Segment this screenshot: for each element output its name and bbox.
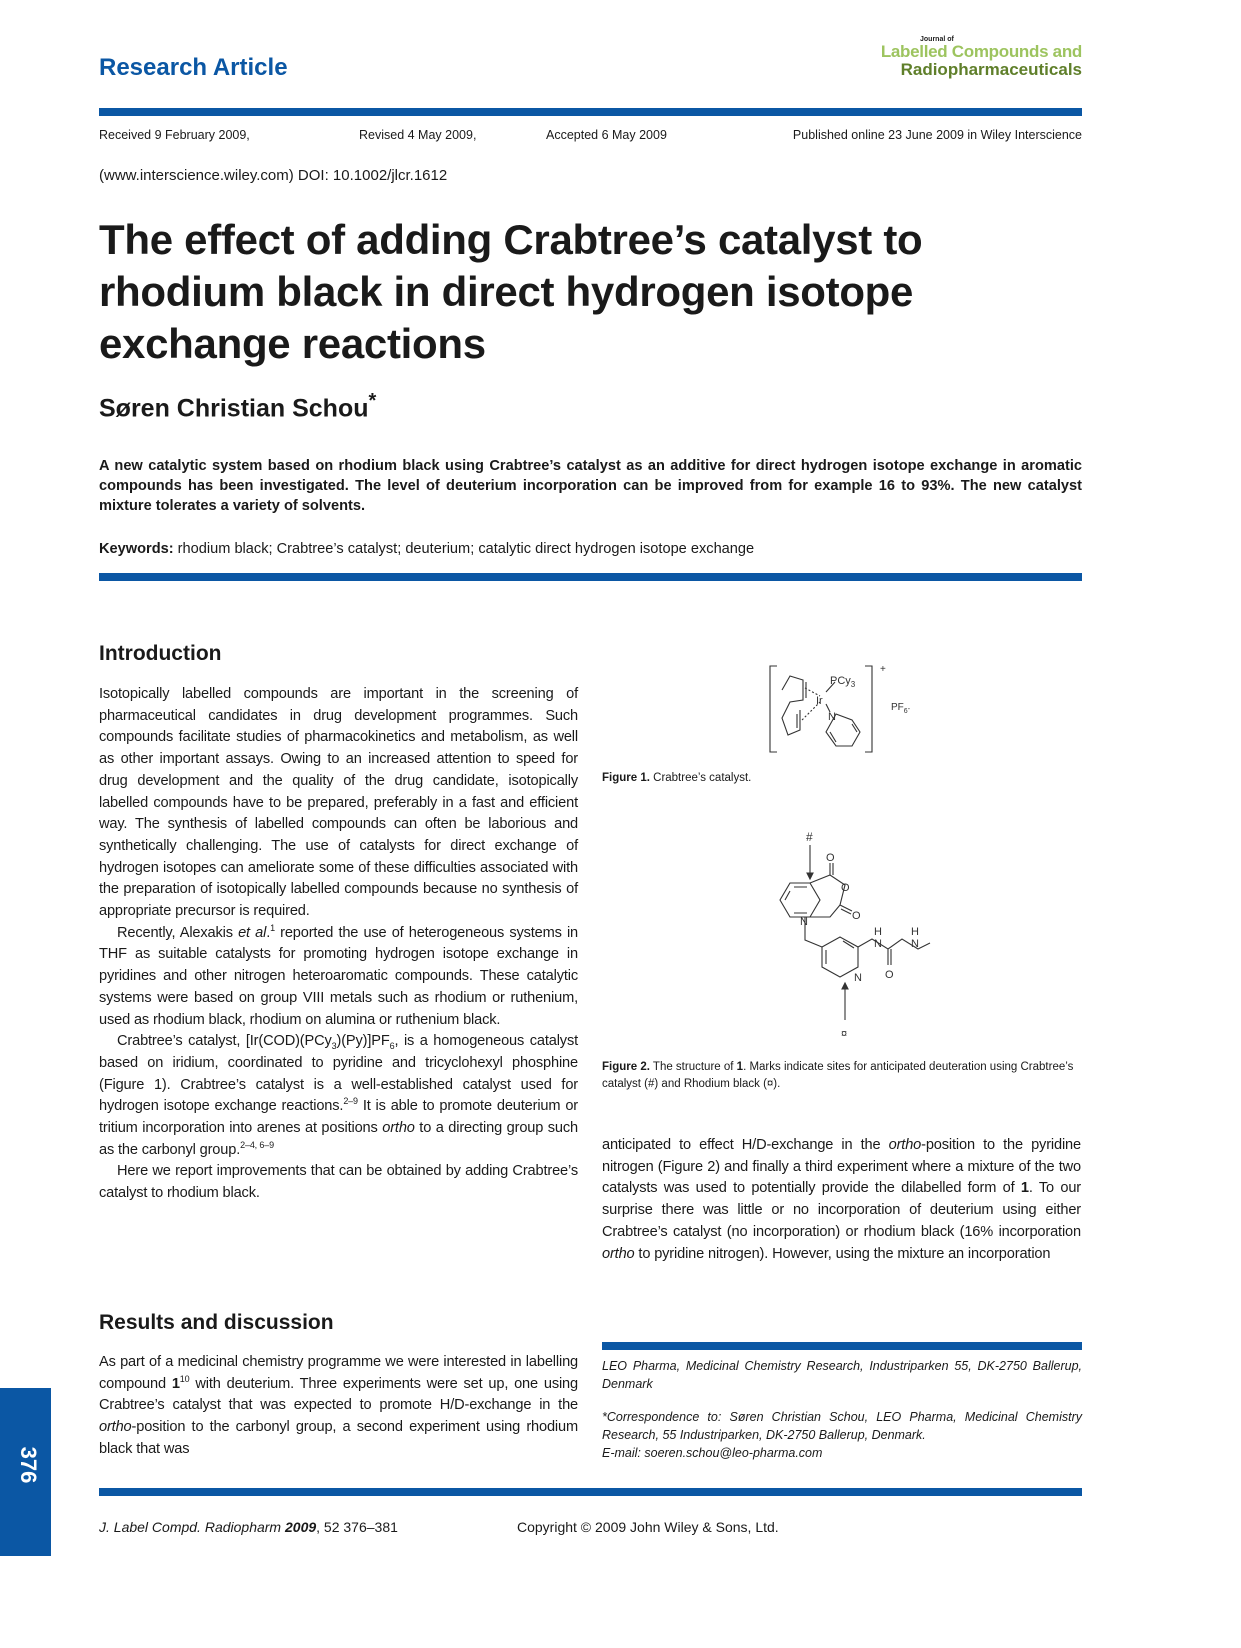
n-label-3: N (874, 938, 882, 950)
correspondence-text: *Correspondence to: Søren Christian Schou, LEO Pharma, Medicinal Chemistry Research, 55 Industriparken, DK-2750 Ballerup, Denmark. (602, 1410, 1082, 1442)
figure2-caption-label: Figure 2. (602, 1061, 650, 1073)
text-segment: with deuterium. Three experiments were set up, one using Crabtree’s catalyst that was expected to promote H/D-exchange in the (99, 1375, 578, 1414)
figure1-crabtree-structure (760, 660, 940, 760)
header-divider (99, 108, 1082, 116)
text-segment: anticipated to effect H/D-exchange in the (602, 1137, 889, 1153)
footer-divider (99, 1488, 1082, 1496)
figure1-caption (602, 770, 751, 787)
abstract-divider (99, 573, 1082, 581)
paragraph (99, 1031, 578, 1161)
page-number-tab (0, 1388, 51, 1556)
text-segment: Recently, Alexakis (117, 924, 239, 941)
reference-superscript[interactable]: 2–4, 6–9 (240, 1139, 274, 1150)
o-label-3: O (852, 910, 861, 922)
bracket-left (770, 666, 777, 752)
text-segment: Here we report improvements that can be obtained by adding Crabtree’s catalyst to rhodium black. (99, 1163, 578, 1202)
logo-prefix: Journal of (920, 36, 954, 43)
cod-ring (782, 676, 803, 735)
h-label-2: H (911, 926, 919, 938)
pf-sub: 6 (903, 708, 908, 715)
author-mark: * (368, 390, 377, 412)
paragraph (99, 684, 578, 923)
results-text (99, 1352, 578, 1461)
copyright: Copyright © 2009 John Wiley & Sons, Ltd. (517, 1519, 779, 1535)
text-segment: , is a homogeneous catalyst based on iridium, coordinated to pyridine and tricyclohexyl phosphine (Figure 1). Crabtree’s catalyst is a well-established catalyst used for hydrogen isotope exchange reactions. (99, 1033, 578, 1115)
mark-crabtree: # (806, 830, 813, 844)
charge-label: + (880, 664, 886, 675)
o-label-1: O (826, 852, 835, 864)
article-title: The effect of adding Crabtree’s catalyst to rhodium black in direct hydrogen isotope exchange reactions (99, 216, 923, 367)
keywords (99, 541, 754, 557)
text-segment: et al (238, 924, 267, 941)
pyridine-ring (822, 937, 858, 977)
text-segment: ortho (602, 1245, 635, 1262)
affiliation-address: LEO Pharma, Medicinal Chemistry Research, Industriparken 55, DK-2750 Ballerup, Denmark (602, 1359, 1082, 1391)
citation-pages: , 52 376–381 (316, 1519, 398, 1535)
n-label-4: N (911, 938, 919, 950)
figure1-caption-text: Crabtree’s catalyst. (649, 772, 752, 784)
text-segment: ortho (382, 1120, 415, 1137)
figure1-caption-label: Figure 1. (602, 772, 650, 784)
text-segment: Isotopically labelled compounds are important in the screening of pharmaceutical candidates in drug development programmes. Such compounds facilitate studies of pharmacokinetics and metabolism, as well as other important assays. Owing to an increased attention to speed for drug development and the quality of the drug candidate, isotopically labelled compounds have to be prepared, preferably in a fast and efficient way. The synthesis of labelled compounds can often be laborious and synthetically challenging. The use of catalysts for direct exchange of hydrogen isotopes can ameliorate some of these difficulties associated with the preparation of isotopically labelled compounds because no synthesis of appropriate precursor is required. (99, 686, 578, 920)
journal-citation (99, 1519, 398, 1535)
keywords-text: rhodium black; Crabtree’s catalyst; deuterium; catalytic direct hydrogen isotope exchange (173, 541, 755, 557)
citation-journal: J. Label Compd. Radiopharm (99, 1519, 285, 1535)
heading-results: Results and discussion (99, 1311, 334, 1334)
text-segment: As part of a medicinal chemistry programme we were interested in labelling compound (99, 1354, 578, 1392)
logo-line1: Labelled Compounds and (880, 42, 1082, 61)
correspondence-email[interactable]: E-mail: soeren.schou@leo-pharma.com (602, 1446, 823, 1460)
urea-chain (858, 939, 930, 965)
figure2-caption-compound: 1 (736, 1061, 744, 1073)
counterion-label (891, 702, 911, 715)
text-segment: ortho (888, 1137, 922, 1153)
pcy-label (830, 675, 856, 689)
reference-superscript[interactable]: 10 (179, 1373, 190, 1384)
figure2-caption (602, 1059, 1082, 1093)
received-date: Received 9 February 2009, (99, 128, 250, 142)
figure2-caption-text: The structure of (649, 1061, 737, 1073)
n-label-1: N (800, 916, 808, 928)
bracket-right (865, 666, 872, 752)
text-segment: )(Py)]PF (336, 1033, 390, 1050)
benzene-ring (780, 883, 820, 917)
text-segment: reported the use of heterogeneous systems in THF as suitable catalysts for promoting hydrogen isotope exchange in pyridines and other nitrogen heteroaromatic compounds. These catalytic systems were based on group VIII metals such as rhodium or ruthenium, used as rhodium black, rhodium on alumina or ruthenium black. (99, 924, 579, 1028)
text-segment: -position to the pyridine nitrogen (Figure 2) and finally a third experiment where a mixture of the two catalysts was used to potentially provide the dilabelled form of (602, 1137, 1081, 1197)
author (99, 390, 376, 423)
n-label-2: N (854, 972, 862, 984)
text-segment: It is able to promote deuterium or tritium incorporation into arenes at positions (99, 1098, 578, 1137)
mark-rhodium: ¤ (841, 1028, 848, 1040)
text-segment: to pyridine nitrogen). However, using the mixture an incorporation (634, 1245, 1051, 1262)
figure2-compound-structure (740, 825, 950, 1050)
text-segment: 6 (389, 1041, 395, 1052)
text-segment: 1 (1020, 1180, 1029, 1197)
text-segment: to a directing group such as the carbonyl group. (99, 1120, 578, 1158)
text-segment: . To our surprise there was little or no incorporation of deuterium using either Crabtree’s catalyst (no incorporation) or rhodium black (16% incorporation (602, 1180, 1081, 1240)
text-segment: Crabtree’s catalyst, [Ir(COD)(PCy (117, 1033, 332, 1050)
affiliation-divider (602, 1342, 1082, 1350)
h-label-1: H (874, 926, 882, 938)
author-name: Søren Christian Schou (99, 394, 369, 423)
o-label-4: O (885, 969, 894, 981)
keywords-label: Keywords: (99, 541, 174, 557)
figure2-caption-rest: . Marks indicate sites for anticipated deuteration using Crabtree’s catalyst (#) and Rhodium black (¤). (602, 1061, 1074, 1090)
text-segment: -position to the carbonyl group, a second experiment using rhodium black that was (99, 1419, 578, 1457)
o-label-2: O (841, 882, 850, 894)
heading-introduction: Introduction (99, 642, 222, 665)
right-column-text (602, 1135, 1081, 1265)
pcy-sub: 3 (850, 680, 856, 689)
reference-superscript[interactable]: 2–9 (343, 1096, 358, 1107)
text-segment: 3 (331, 1041, 337, 1052)
pf-text: PF (891, 702, 904, 713)
accepted-date: Accepted 6 May 2009 (546, 128, 667, 142)
section-label: Research Article (99, 54, 288, 81)
text-segment: ortho (99, 1419, 132, 1436)
pf-charge: - (907, 706, 911, 713)
text-segment: . (266, 924, 271, 941)
logo-line2: Radiopharmaceuticals (900, 60, 1082, 79)
page-number: 376 (16, 1446, 41, 1484)
introduction-text (99, 684, 578, 1205)
oxazine-ring (810, 875, 845, 917)
paragraph (99, 1352, 578, 1461)
paragraph (602, 1135, 1081, 1265)
abstract: A new catalytic system based on rhodium black using Crabtree’s catalyst as an additive for direct hydrogen isotope exchange in aromatic compounds has been investigated. The level of deuterium incorporation can be improved from for example 16 to 93%. The new catalyst mixture tolerates a variety of solvents. (99, 458, 1082, 514)
revised-date: Revised 4 May 2009, (359, 128, 477, 142)
citation-year: 2009 (285, 1519, 317, 1535)
paragraph (99, 1161, 578, 1204)
n-label: N (828, 711, 836, 723)
published-date: Published online 23 June 2009 in Wiley Interscience (792, 128, 1082, 142)
ir-label: Ir (816, 695, 823, 707)
pcy-text: PCy (830, 675, 851, 687)
paragraph (99, 923, 578, 1032)
text-segment: 1 (171, 1375, 180, 1392)
correspondence (602, 1408, 1082, 1462)
doi-line[interactable]: (www.interscience.wiley.com) DOI: 10.1002/jlcr.1612 (99, 167, 448, 184)
reference-superscript[interactable]: 1 (270, 922, 275, 933)
journal-logo (870, 36, 1082, 79)
